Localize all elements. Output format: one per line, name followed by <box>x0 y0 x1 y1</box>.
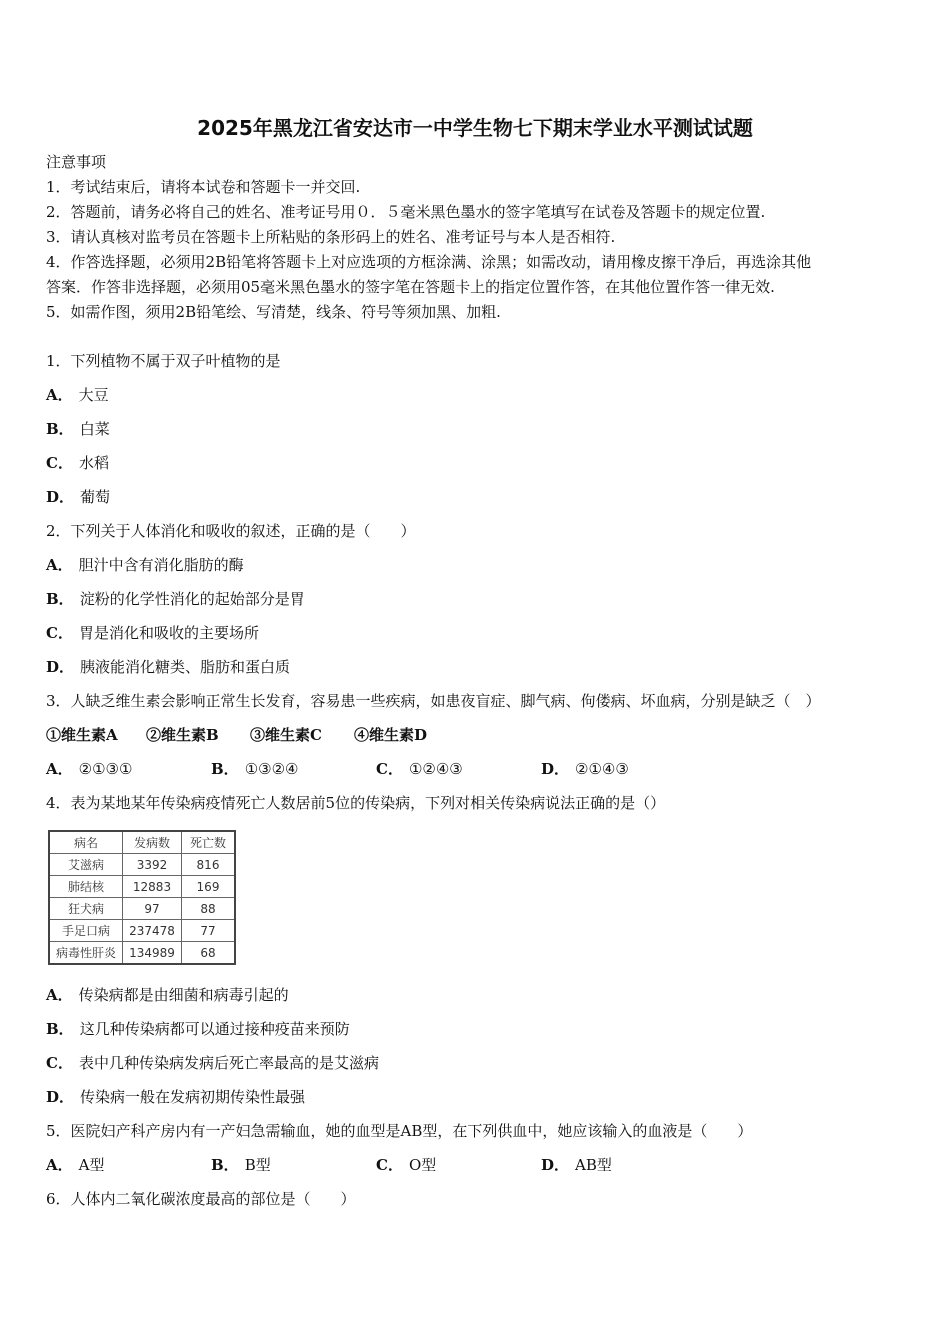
notice-item: 2．答题前，请务必将自己的姓名、准考证号用０．５毫米黑色墨水的签字笔填写在试卷及答题卡的规定位置. <box>46 203 766 221</box>
notice-item: 5．如需作图，须用2B铅笔绘、写清楚，线条、符号等须加黑、加粗. <box>46 303 501 321</box>
option-item: A． 传染病都是由细菌和病毒引起的 <box>46 986 289 1004</box>
table-cell: 狂犬病 <box>49 898 123 920</box>
table-row <box>49 876 235 898</box>
table-cell: 病毒性肝炎 <box>49 942 123 965</box>
table-cell: 97 <box>123 898 182 920</box>
table-row <box>49 854 235 876</box>
table-cell: 68 <box>182 942 236 965</box>
notice-item: 4．作答选择题，必须用2B铅笔将答题卡上对应选项的方框涂满、涂黑；如需改动，请用橡皮擦干净后，再选涂其他 <box>46 253 812 271</box>
table-row <box>49 942 235 965</box>
table-row <box>49 920 235 942</box>
table-row <box>49 898 235 920</box>
notice-item: 答案．作答非选择题，必须用05毫米黑色墨水的签字笔在答题卡上的指定位置作答，在其他位置作答一律无效. <box>46 278 775 296</box>
table-header: 发病数 <box>123 831 182 854</box>
question-stem: 1．下列植物不属于双子叶植物的是 <box>46 352 281 370</box>
question-stem: 2．下列关于人体消化和吸收的叙述，正确的是（ ） <box>46 522 416 540</box>
table-header: 死亡数 <box>182 831 236 854</box>
vitamin-choices: ①维生素A ②维生素B ③维生素C ④维生素D <box>46 726 428 744</box>
table-cell: 12883 <box>123 876 182 898</box>
option-item: D． 传染病一般在发病初期传染性最强 <box>46 1088 306 1106</box>
option-item: A． 胆汁中含有消化脂肪的酶 <box>46 556 244 574</box>
option-item: D． 胰液能消化糖类、脂肪和蛋白质 <box>46 658 291 676</box>
notice-item: 1．考试结束后，请将本试卷和答题卡一并交回. <box>46 178 361 196</box>
option-item: B． 白菜 <box>46 420 110 438</box>
table-cell: 肺结核 <box>49 876 123 898</box>
table-cell: 816 <box>182 854 236 876</box>
option-item: C． 胃是消化和吸收的主要场所 <box>46 624 259 642</box>
table-cell: 88 <box>182 898 236 920</box>
page-title: 2025年黑龙江省安达市一中学生物七下期末学业水平测试试题 <box>197 116 753 140</box>
option-item: A． 大豆 <box>46 386 109 404</box>
table-cell: 3392 <box>123 854 182 876</box>
question-stem: 5．医院妇产科产房内有一产妇急需输血，她的血型是AB型，在下列供血中，她应该输入的血液是（ ） <box>46 1122 753 1140</box>
table-cell: 艾滋病 <box>49 854 123 876</box>
table-cell: 237478 <box>123 920 182 942</box>
option-item: B． 这几种传染病都可以通过接种疫苗来预防 <box>46 1020 350 1038</box>
table-cell: 169 <box>182 876 236 898</box>
notice-heading: 注意事项 <box>46 153 107 171</box>
table-cell: 134989 <box>123 942 182 965</box>
table-cell: 手足口病 <box>49 920 123 942</box>
notice-item: 3．请认真核对监考员在答题卡上所粘贴的条形码上的姓名、准考证号与本人是否相符. <box>46 228 616 246</box>
question-stem: 6．人体内二氧化碳浓度最高的部位是（ ） <box>46 1190 356 1208</box>
option-item: B． 淀粉的化学性消化的起始部分是胃 <box>46 590 305 608</box>
table-header: 病名 <box>49 831 123 854</box>
table-header-row <box>49 831 235 854</box>
question-stem: 4．表为某地某年传染病疫情死亡人数居前5位的传染病，下列对相关传染病说法正确的是（） <box>46 794 666 812</box>
option-row: A． A型 B． B型 C． O型 D． AB型 <box>46 1156 612 1174</box>
option-item: C． 表中几种传染病发病后死亡率最高的是艾滋病 <box>46 1054 379 1072</box>
question-stem: 3．人缺乏维生素会影响正常生长发育，容易患一些疾病，如患夜盲症、脚气病、佝偻病、坏血病，分别是缺乏（ ） <box>46 692 821 710</box>
option-row: A． ②①③① B． ①③②④ C． ①②④③ D． ②①④③ <box>46 760 629 778</box>
table-cell: 77 <box>182 920 236 942</box>
option-item: D． 葡萄 <box>46 488 111 506</box>
option-item: C． 水稻 <box>46 454 109 472</box>
disease-table <box>48 830 236 965</box>
